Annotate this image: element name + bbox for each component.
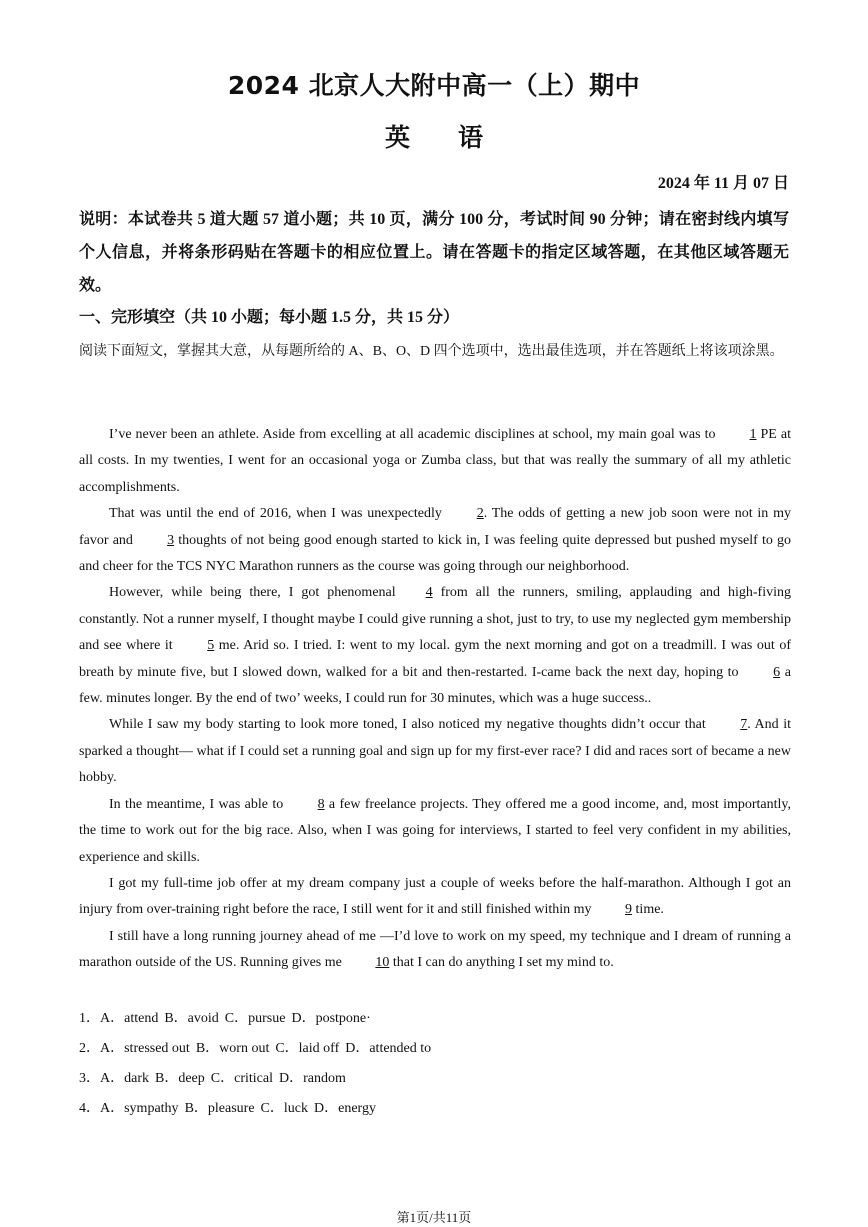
passage-paragraph: That was until the end of 2016, when I was unexpectedly 2. The odds of getting a new job soon were not in my favor and 3 thoughts of not being good enough started to kick in, I was feeling quite depressed but pushed myself to go and cheer for the TCS NYC Marathon runners as the course was going through our neighborhood.: [79, 501, 791, 580]
blank-7: 7: [740, 717, 748, 733]
option: 1．A．attend: [79, 1011, 159, 1026]
option: D．attended to: [345, 1041, 432, 1056]
passage-paragraph: I’ve never been an athlete. Aside from excelling at all academic disciplines at school, my main goal was to 1 PE at all costs. In my twenties, I went for an occasional yoga or Zumba class, but that was really the summary of all my athletic accomplishments.: [79, 422, 791, 501]
option: 2．A．stressed out: [79, 1041, 190, 1056]
option-row-4: [79, 1094, 791, 1124]
option: B．deep: [155, 1071, 205, 1086]
option-row-1: [79, 1004, 791, 1034]
passage-paragraph: However, while being there, I got phenomenal 4 from all the runners, smiling, applauding and high-fiving constantly. Not a runner myself, I thought maybe I could give running a shot, just to try, to use my neglected gym membership and see where it 5 me. Arid so. I tried. I: went to my local. gym the next morning and got on a treadmill. I was out of breath by minute five, but I slowed down, walked for a bit and then-restarted. I-came back the next day, hoping to 6 a few. minutes longer. By the end of two’ weeks, I could run for 30 minutes, which was a huge success..: [79, 580, 791, 712]
page-title: 2024 北京人大附中高一（上）期中: [227, 71, 641, 100]
option: B．pleasure: [184, 1101, 255, 1116]
option: C．critical: [210, 1071, 273, 1086]
blank-8: 8: [317, 796, 325, 812]
blank-2: 2: [476, 506, 484, 522]
section-heading: 一、完形填空（共 10 小题；每小题 1.5 分，共 15 分）: [79, 309, 460, 326]
page-number: 第1页/共11页: [396, 1210, 472, 1225]
passage-paragraph: In the meantime, I was able to 8 a few freelance projects. They offered me a good income, and, most importantly, the time to work out for the big race. Also, when I was going for interviews, I started to feel very confident in my abilities, experience and skills.: [79, 792, 791, 871]
blank-10: 10: [375, 955, 390, 971]
option: D．postpone·: [291, 1011, 371, 1026]
option: B．avoid: [164, 1011, 219, 1026]
blank-5: 5: [207, 638, 215, 654]
option: B．worn out: [195, 1041, 270, 1056]
subject-char-2: 语: [458, 123, 484, 152]
option: C．luck: [260, 1101, 308, 1116]
blank-4: 4: [425, 585, 433, 601]
option-row-2: [79, 1034, 791, 1064]
passage-paragraph: While I saw my body starting to look more toned, I also noticed my negative thoughts didn’t occur that 7. And it sparked a thought— what if I could set a running goal and sign up for my first-ever race? I did and races sort of became a new hobby.: [79, 712, 791, 791]
subject-title: [0, 118, 868, 154]
blank-3: 3: [167, 532, 175, 548]
section-directions: 阅读下面短文，掌握其大意，从每题所给的 A、B、O、D 四个选项中，选出最佳选项，并在答题纸上将该项涂黑。: [79, 344, 784, 359]
option: D．random: [278, 1071, 346, 1086]
answer-options: [79, 1004, 791, 1124]
passage-paragraph: I still have a long running journey ahead of me —I’d love to work on my speed, my technique and I dream of running a marathon outside of the US. Running gives me 10 that I can do anything I set my mind to.: [79, 924, 791, 977]
blank-6: 6: [773, 664, 781, 680]
blank-1: 1: [749, 427, 757, 442]
option-row-3: [79, 1064, 791, 1094]
option: 4．A．sympathy: [79, 1101, 179, 1116]
blank-9: 9: [625, 902, 633, 918]
option: C．pursue: [224, 1011, 286, 1026]
cloze-passage: [79, 422, 791, 977]
option: D．energy: [314, 1101, 376, 1116]
option: C．laid off: [275, 1041, 340, 1056]
exam-date: 2024 年 11 月 07 日: [657, 175, 789, 192]
exam-instructions: 说明：本试卷共 5 道大题 57 道小题；共 10 页，满分 100 分，考试时间 90 分钟；请在密封线内填写个人信息，并将条形码贴在答题卡的相应位置上。请在答题卡的指定区域答题，在其他区域答题无效。: [79, 211, 789, 294]
passage-paragraph: I got my full-time job offer at my dream company just a couple of weeks before the half-marathon. Although I got an injury from over-training right before the race, I still went for it and still finished within my 9 time.: [79, 871, 791, 924]
option: 3．A．dark: [79, 1071, 149, 1086]
subject-char-1: 英: [384, 123, 410, 152]
